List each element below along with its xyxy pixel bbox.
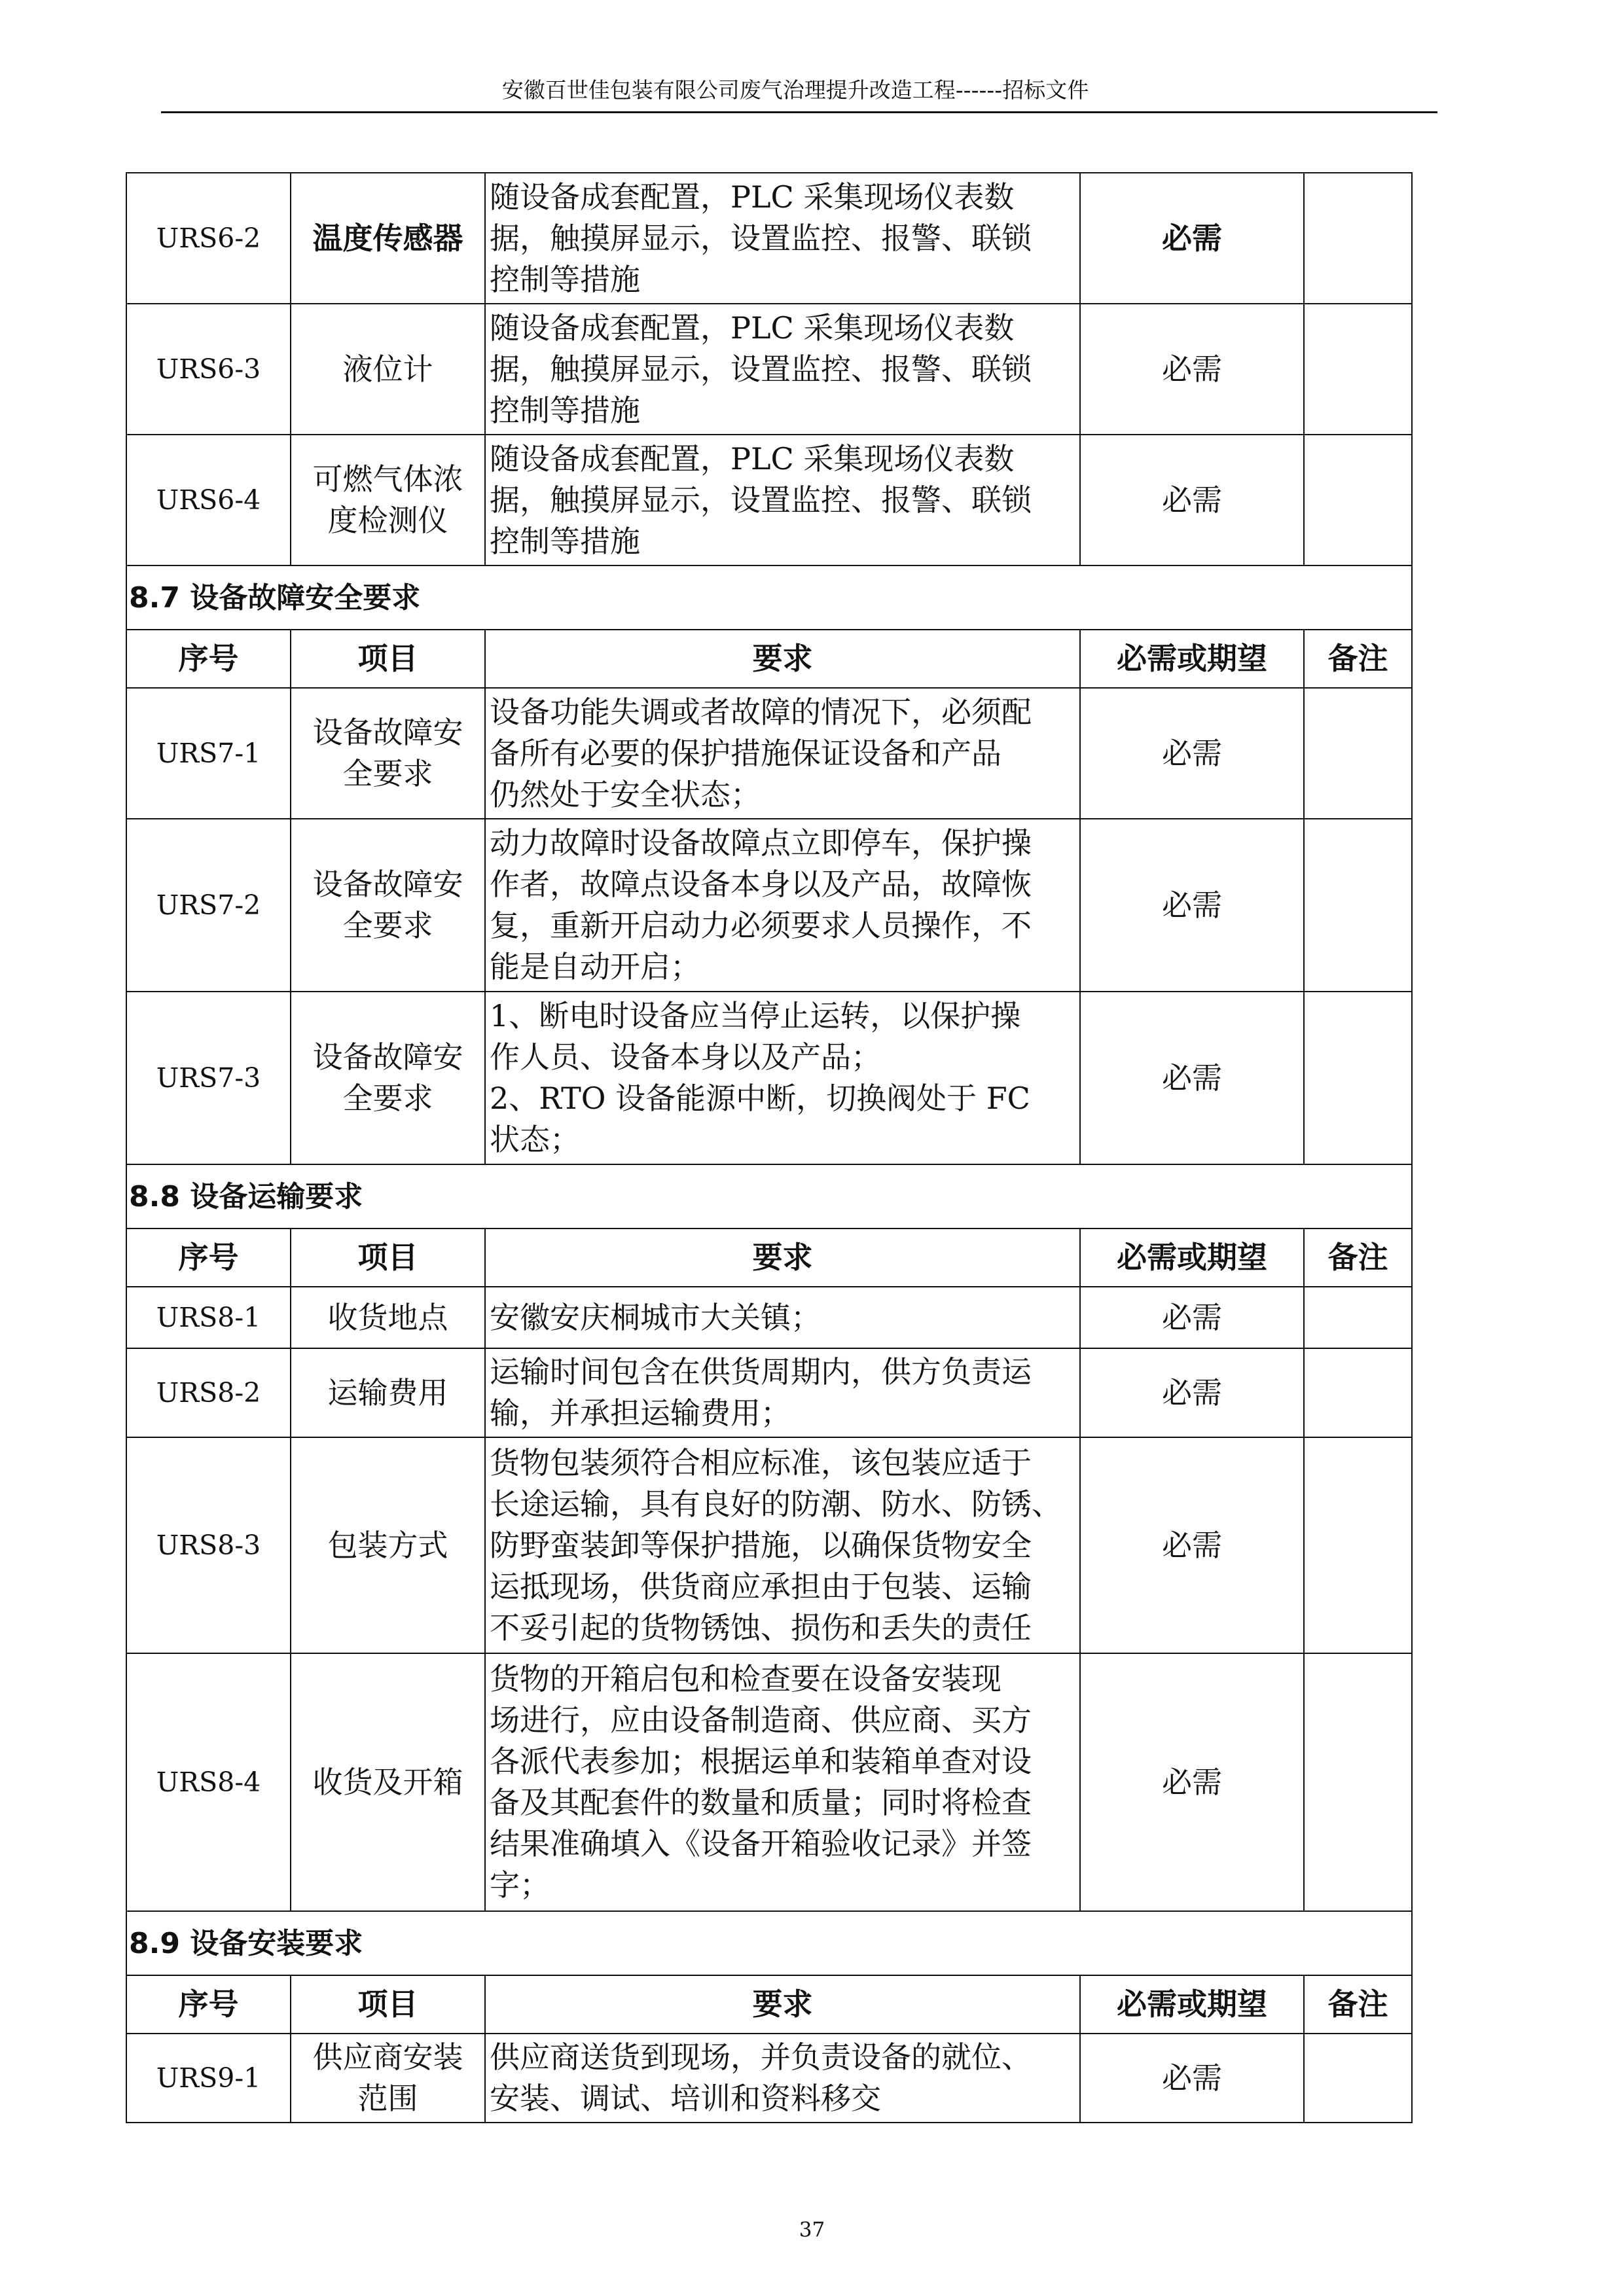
row-note — [1304, 1653, 1412, 1911]
row-necessity: 必需 — [1080, 1348, 1304, 1437]
column-header-requirement: 要求 — [485, 1975, 1080, 2034]
row-note — [1304, 819, 1412, 992]
column-header-requirement: 要求 — [485, 630, 1080, 688]
column-header-item: 项目 — [291, 630, 485, 688]
column-header-requirement: 要求 — [485, 1229, 1080, 1287]
item-line: 度检测仪 — [327, 503, 448, 538]
row-id: URS6-4 — [126, 435, 291, 565]
header-divider — [161, 111, 1437, 113]
requirement-line: 供应商送货到现场，并负责设备的就位、 — [490, 2039, 1032, 2075]
row-note — [1304, 2034, 1412, 2123]
section-heading-row — [126, 1164, 1412, 1229]
row-requirement — [485, 1437, 1080, 1653]
row-requirement — [485, 304, 1080, 435]
table-header-row — [126, 630, 1412, 688]
column-header-note: 备注 — [1304, 630, 1412, 688]
row-item: 包装方式 — [291, 1437, 485, 1653]
row-note — [1304, 1287, 1412, 1348]
row-id: URS7-3 — [126, 992, 291, 1164]
section-title: 8.8 设备运输要求 — [126, 1164, 1412, 1229]
row-item — [291, 992, 485, 1164]
row-item: 运输费用 — [291, 1348, 485, 1437]
item-line: 可燃气体浓 — [312, 461, 463, 497]
requirement-line: 控制等措施 — [490, 392, 640, 428]
requirement-line: 货物的开箱启包和检查要在设备安装现 — [490, 1661, 1001, 1696]
item-line: 供应商安装 — [312, 2039, 463, 2075]
row-requirement — [485, 992, 1080, 1164]
column-header-id: 序号 — [126, 630, 291, 688]
row-item — [291, 2034, 485, 2123]
requirement-line: 据，触摸屏显示，设置监控、报警、联锁 — [490, 482, 1032, 518]
row-necessity: 必需 — [1080, 1287, 1304, 1348]
item-line: 设备故障安 — [312, 715, 463, 750]
requirement-line: 1、断电时设备应当停止运转，以保护操 — [490, 998, 1021, 1033]
row-note — [1304, 1348, 1412, 1437]
table-row — [126, 304, 1412, 435]
table-row — [126, 2034, 1412, 2123]
section-heading-row — [126, 1911, 1412, 1975]
item-line: 设备故障安 — [312, 1039, 463, 1075]
document-header-title: 安徽百世佳包装有限公司废气治理提升改造工程------招标文件 — [501, 77, 1089, 103]
requirement-line: 字； — [490, 1867, 550, 1903]
row-item — [291, 819, 485, 992]
item-line: 全要求 — [342, 756, 433, 791]
row-item: 液位计 — [291, 304, 485, 435]
column-header-id: 序号 — [126, 1229, 291, 1287]
table-row — [126, 688, 1412, 819]
requirement-line: 货物包装须符合相应标准，该包装应适于 — [490, 1444, 1032, 1480]
row-requirement — [485, 435, 1080, 565]
requirement-line: 据，触摸屏显示，设置监控、报警、联锁 — [490, 220, 1032, 256]
requirements-table — [126, 172, 1413, 2123]
row-requirement — [485, 2034, 1080, 2123]
requirement-line: 仍然处于安全状态； — [490, 776, 761, 812]
table-row — [126, 173, 1412, 304]
row-requirement — [485, 1653, 1080, 1911]
section-title: 8.9 设备安装要求 — [126, 1911, 1412, 1975]
row-id: URS9-1 — [126, 2034, 291, 2123]
row-requirement — [485, 819, 1080, 992]
requirement-line: 控制等措施 — [490, 261, 640, 297]
table-row — [126, 435, 1412, 565]
requirement-line: 随设备成套配置，PLC 采集现场仪表数 — [490, 179, 1015, 215]
table-row — [126, 1653, 1412, 1911]
row-id: URS8-3 — [126, 1437, 291, 1653]
row-requirement — [485, 1348, 1080, 1437]
row-id: URS6-2 — [126, 173, 291, 304]
column-header-necessity: 必需或期望 — [1080, 1229, 1304, 1287]
requirement-line: 安徽安庆桐城市大关镇； — [490, 1299, 821, 1335]
requirement-line: 运输时间包含在供货周期内，供方负责运 — [490, 1354, 1032, 1390]
item-line: 全要求 — [342, 908, 433, 943]
item-line: 全要求 — [342, 1081, 433, 1116]
table-row — [126, 992, 1412, 1164]
row-necessity: 必需 — [1080, 688, 1304, 819]
column-header-note: 备注 — [1304, 1229, 1412, 1287]
requirement-line: 设备功能失调或者故障的情况下，必须配 — [490, 694, 1032, 730]
requirement-line: 场进行，应由设备制造商、供应商、买方 — [490, 1702, 1032, 1738]
row-id: URS7-2 — [126, 819, 291, 992]
row-note — [1304, 435, 1412, 565]
requirement-line: 备所有必要的保护措施保证设备和产品 — [490, 735, 1001, 771]
requirement-line: 结果准确填入《设备开箱验收记录》并签 — [490, 1826, 1032, 1861]
requirement-line: 能是自动开启； — [490, 949, 700, 984]
requirement-line: 作者，故障点设备本身以及产品，故障恢 — [490, 867, 1032, 902]
row-id: URS7-1 — [126, 688, 291, 819]
row-item — [291, 435, 485, 565]
column-header-item: 项目 — [291, 1229, 485, 1287]
row-id: URS8-1 — [126, 1287, 291, 1348]
row-necessity: 必需 — [1080, 819, 1304, 992]
row-note — [1304, 688, 1412, 819]
row-requirement — [485, 688, 1080, 819]
requirement-line: 2、RTO 设备能源中断，切换阀处于 FC — [490, 1081, 1030, 1116]
requirement-line: 防野蛮装卸等保护措施，以确保货物安全 — [490, 1527, 1032, 1563]
requirement-line: 动力故障时设备故障点立即停车，保护操 — [490, 825, 1032, 861]
row-requirement — [485, 173, 1080, 304]
row-note — [1304, 992, 1412, 1164]
table-header-row — [126, 1975, 1412, 2034]
row-id: URS8-4 — [126, 1653, 291, 1911]
section-heading-row — [126, 565, 1412, 630]
requirement-line: 控制等措施 — [490, 523, 640, 559]
row-item — [291, 688, 485, 819]
row-requirement — [485, 1287, 1080, 1348]
requirement-line: 各派代表参加；根据运单和装箱单查对设 — [490, 1744, 1032, 1779]
row-note — [1304, 304, 1412, 435]
row-item: 收货及开箱 — [291, 1653, 485, 1911]
requirement-line: 随设备成套配置，PLC 采集现场仪表数 — [490, 310, 1015, 346]
requirement-line: 作人员、设备本身以及产品； — [490, 1039, 881, 1075]
row-necessity: 必需 — [1080, 2034, 1304, 2123]
column-header-id: 序号 — [126, 1975, 291, 2034]
row-id: URS8-2 — [126, 1348, 291, 1437]
requirement-line: 据，触摸屏显示，设置监控、报警、联锁 — [490, 351, 1032, 387]
requirement-line: 随设备成套配置，PLC 采集现场仪表数 — [490, 440, 1015, 476]
row-id: URS6-3 — [126, 304, 291, 435]
column-header-item: 项目 — [291, 1975, 485, 2034]
requirement-line: 复，重新开启动力必须要求人员操作，不 — [490, 908, 1032, 943]
column-header-necessity: 必需或期望 — [1080, 1975, 1304, 2034]
column-header-necessity: 必需或期望 — [1080, 630, 1304, 688]
requirement-line: 不妥引起的货物锈蚀、损伤和丢失的责任 — [490, 1609, 1032, 1645]
item-line: 范围 — [357, 2081, 418, 2116]
requirement-line: 输，并承担运输费用； — [490, 1395, 791, 1431]
page-number: 37 — [799, 2218, 825, 2242]
row-necessity: 必需 — [1080, 1437, 1304, 1653]
table-row — [126, 819, 1412, 992]
requirement-line: 长途运输，具有良好的防潮、防水、防锈、 — [490, 1486, 1062, 1522]
row-necessity: 必需 — [1080, 992, 1304, 1164]
row-necessity: 必需 — [1080, 173, 1304, 304]
row-note — [1304, 173, 1412, 304]
item-line: 设备故障安 — [312, 867, 463, 902]
requirement-line: 状态； — [490, 1122, 580, 1157]
row-necessity: 必需 — [1080, 304, 1304, 435]
table-header-row — [126, 1229, 1412, 1287]
table-row — [126, 1437, 1412, 1653]
row-necessity: 必需 — [1080, 1653, 1304, 1911]
row-item: 收货地点 — [291, 1287, 485, 1348]
requirement-line: 运抵现场，供货商应承担由于包装、运输 — [490, 1568, 1032, 1604]
requirement-line: 安装、调试、培训和资料移交 — [490, 2081, 881, 2116]
table-row — [126, 1348, 1412, 1437]
row-note — [1304, 1437, 1412, 1653]
requirement-line: 备及其配套件的数量和质量；同时将检查 — [490, 1785, 1032, 1820]
row-item: 温度传感器 — [291, 173, 485, 304]
row-necessity: 必需 — [1080, 435, 1304, 565]
column-header-note: 备注 — [1304, 1975, 1412, 2034]
table-row — [126, 1287, 1412, 1348]
section-title: 8.7 设备故障安全要求 — [126, 565, 1412, 630]
